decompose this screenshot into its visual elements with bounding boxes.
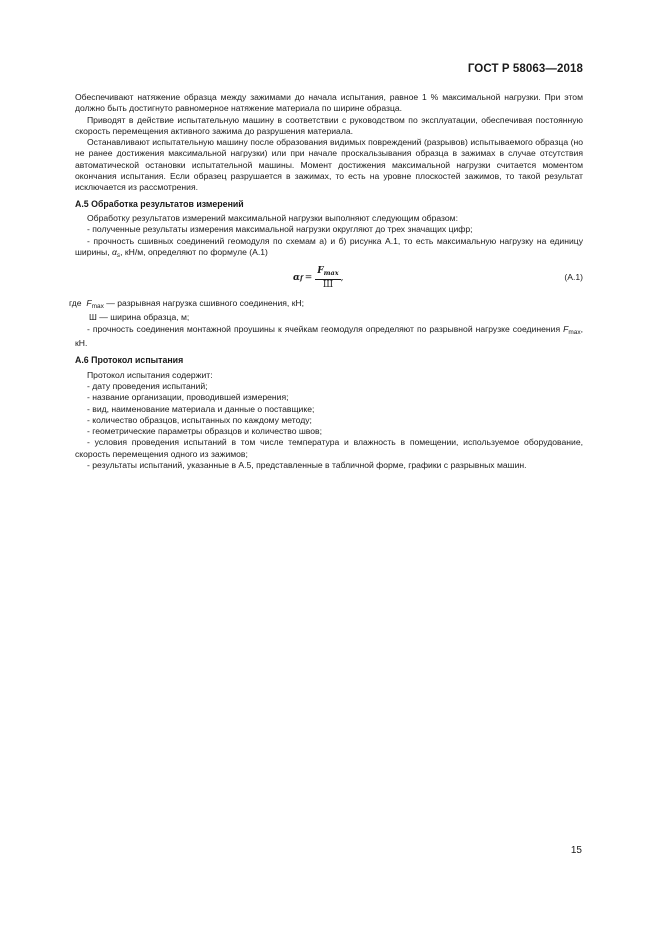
formula-equals: = bbox=[304, 273, 313, 284]
document-body bbox=[69, 92, 583, 471]
where-line bbox=[75, 312, 583, 323]
paragraph-text: Обеспечивают натяжение образца между зажимами до начала испытания, равное 1 % максимальной нагрузки. При этом должно быть достигнуто равномерное натяжение материала по ширине образца. bbox=[75, 92, 583, 114]
list-item: - условия проведения испытаний в том числе температура и влажность в помещении, используемое оборудование, скорость перемещения одного из зажимов; bbox=[75, 437, 583, 459]
formula-a1 bbox=[75, 264, 583, 294]
list-item-text: , кН/м, определяют по формуле (А.1) bbox=[120, 246, 268, 257]
list-item-text: - прочность соединения монтажной проушины к ячейкам геомодуля определяют по разрывной нагрузке соединения bbox=[87, 323, 564, 334]
paragraph bbox=[75, 92, 583, 115]
list-item: - название организации, проводившей измерения; bbox=[87, 392, 289, 403]
list-item: - количество образцов, испытанных по каждому методу; bbox=[87, 414, 312, 425]
where-symbol: F bbox=[86, 298, 92, 309]
list-item-text: , кН. bbox=[75, 323, 583, 349]
page-number: 15 bbox=[570, 845, 582, 856]
list-item bbox=[75, 324, 583, 350]
section-heading-a5: А.5 Обработка результатов измерений bbox=[75, 198, 244, 209]
f-subscript: max bbox=[568, 328, 581, 336]
formula-fraction bbox=[315, 266, 340, 292]
list-item: - дату проведения испытаний; bbox=[87, 380, 208, 391]
numerator-subscript: max bbox=[323, 269, 339, 278]
formula-numerator bbox=[315, 266, 340, 280]
paragraph bbox=[75, 137, 583, 193]
formula-denominator: Ш bbox=[322, 280, 334, 291]
formula-tail: , bbox=[340, 273, 344, 284]
paragraph: Обработку результатов измерений максимальной нагрузки выполняют следующим образом: bbox=[87, 212, 458, 223]
numerator-symbol: F bbox=[317, 266, 324, 277]
formula-number: (А.1) bbox=[564, 272, 583, 283]
where-prefix: где bbox=[69, 298, 82, 309]
list-item-text: - прочность сшивных соединений геомодуля по схемам а) и б) рисунка А.1, то есть максимальную нагрузку на единицу ширины, bbox=[75, 235, 583, 257]
alpha-subscript: s bbox=[116, 251, 121, 259]
list-item: - результаты испытаний, указанные в А.5, представленные в табличной форме, графики с разрывных машин. bbox=[87, 460, 527, 471]
list-item bbox=[75, 236, 583, 262]
alpha-symbol: α bbox=[111, 246, 117, 257]
document-id-header: ГОСТ Р 58063—2018 bbox=[467, 63, 583, 75]
paragraph-text: Приводят в действие испытательную машину в соответствии с руководством по эксплуатации, обеспечивая постоянную скорость перемещения активного зажима до разрушения материала. bbox=[75, 114, 583, 136]
f-symbol: F bbox=[563, 323, 569, 334]
list-item: - вид, наименование материала и данные о поставщике; bbox=[87, 403, 315, 414]
formula-lhs: α bbox=[293, 273, 300, 284]
where-subscript: max bbox=[91, 303, 104, 311]
list-item: - полученные результаты измерения максимальной нагрузки округляют до трех значащих цифр; bbox=[87, 224, 473, 235]
section-heading-a6: А.6 Протокол испытания bbox=[75, 355, 184, 366]
paragraph-text: Останавливают испытательную машину после образования видимых повреждений (разрывов) испытываемого образца (но не ранее достижения максимальной нагрузки) или при начале проскальзывания образца в зажимах в случае отсутствия автоматической остановки испытательной машины. Момент достижения максимальной нагрузки считается моментом окончания испытания. Если образец разрушается в зажимах, то есть на уровне плоскостей зажимов, то такой результат исключается из рассмотрения. bbox=[75, 137, 583, 193]
where-text: — разрывная нагрузка сшивного соединения, кН; bbox=[103, 298, 305, 309]
list-item: - геометрические параметры образцов и количество швов; bbox=[87, 426, 322, 437]
paragraph bbox=[75, 115, 583, 138]
where-symbol: Ш bbox=[89, 312, 97, 323]
formula-lhs-subscript: f bbox=[299, 274, 303, 283]
where-text: — ширина образца, м; bbox=[96, 312, 190, 323]
formula-expression bbox=[293, 266, 344, 292]
paragraph: Протокол испытания содержит: bbox=[87, 369, 213, 380]
where-line bbox=[69, 298, 583, 312]
